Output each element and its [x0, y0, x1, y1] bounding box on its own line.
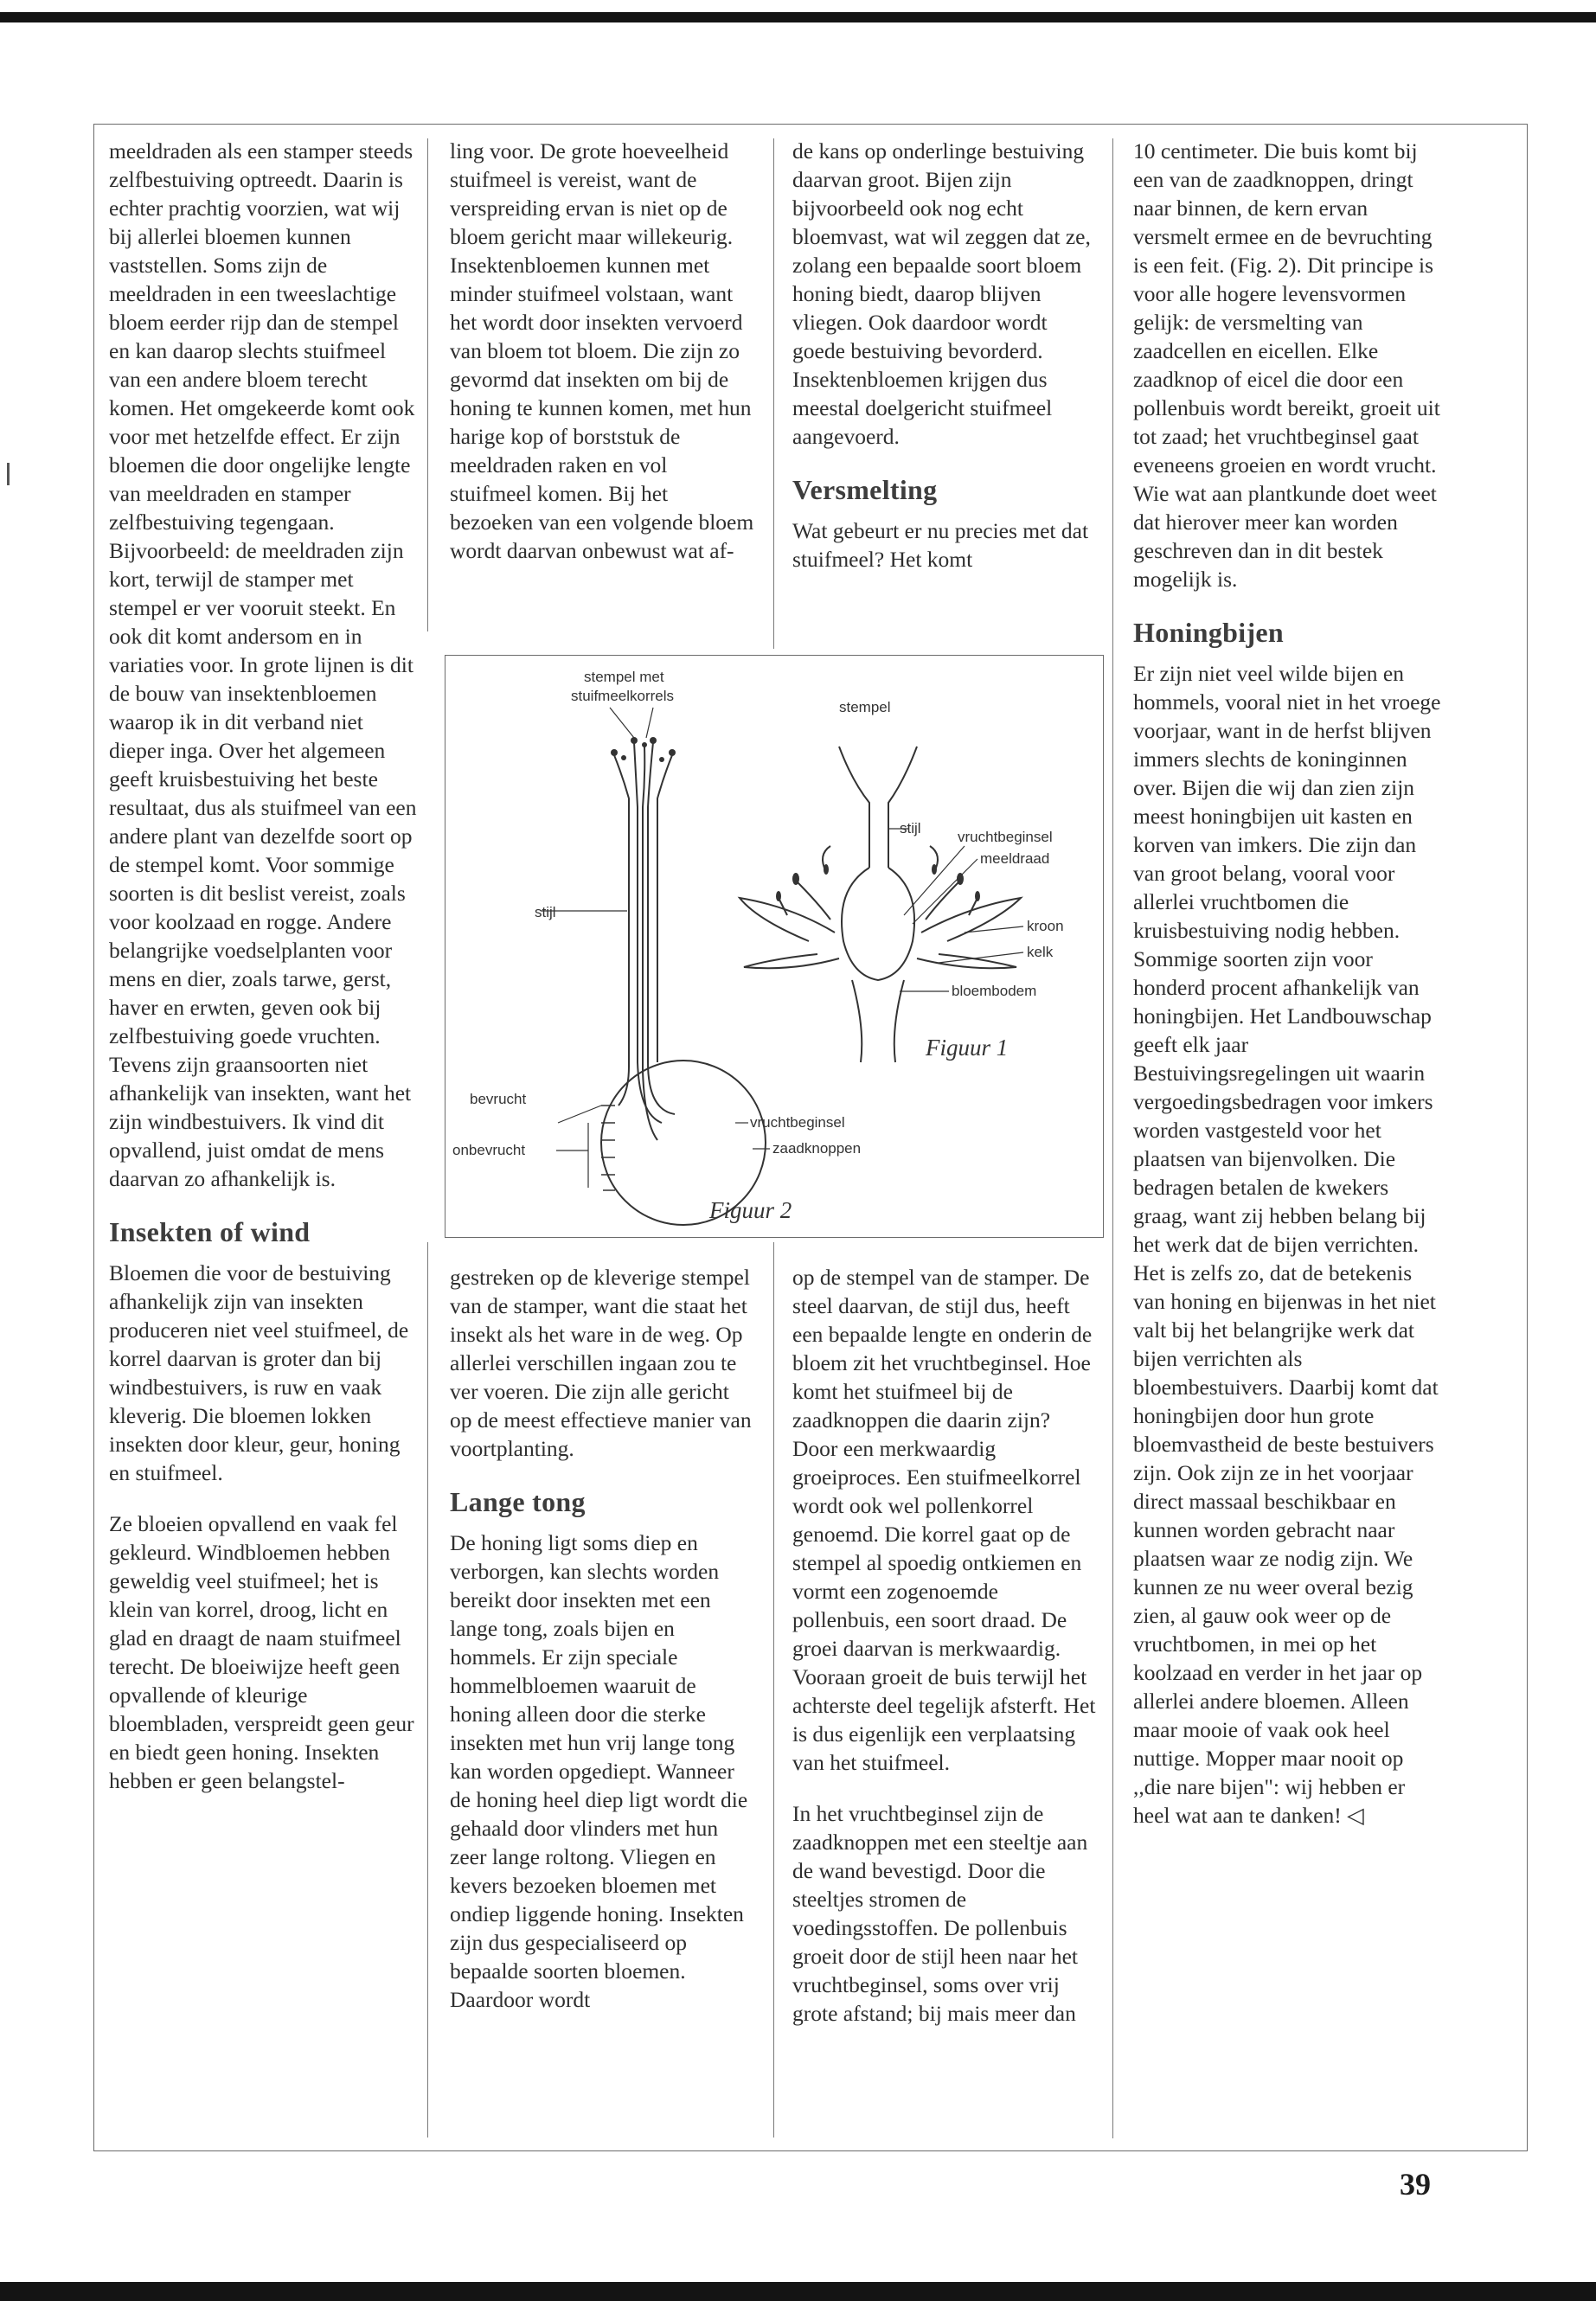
- column-2-top: [450, 137, 754, 565]
- caption-figuur-1: Figuur 1: [926, 1035, 1009, 1061]
- col2-paragraph-3: De honing ligt soms diep en verborgen, kan slechts worden bereikt door insekten met een lange tong, zoals bijen en hommels. Er zijn speciale hommelbloemen waaruit de honing alleen door die sterke insekten met hun vrij lange tong kan worden opgediept. Wanneer de honing heel diep ligt wordt die gehaald door vlinders met hun zeer lange roltong. Vliegen en kevers bezoeken bloemen met ondiep liggende honing. Insekten zijn dus gespecialiseerd op bepaalde soorten bloemen. Daardoor wordt: [450, 1530, 748, 2012]
- column-divider-2b: [773, 1242, 774, 2138]
- col2-paragraph-2: gestreken op de kleverige stempel van de stamper, want die staat het insekt als het ware in de weg. Op allerlei verschillen ingaan zou te ver voeren. Die zijn alle gericht op de meest effectieve manier van voortplanting.: [450, 1265, 752, 1461]
- heading-versmelting: Versmelting: [792, 474, 938, 505]
- label-stempel-met: stempel met: [584, 669, 664, 685]
- column-divider-2: [773, 138, 774, 649]
- col4-paragraph-1: 10 centimeter. Die buis komt bij een van de zaadknoppen, dringt naar binnen, de kern ervan versmelt ermee en de bevruchting is een feit. (Fig. 2). Dit principe is voor alle hogere levensvormen gelijk: de versmelting van zaadcellen en eicellen. Elke zaadknop of eicel die door een pollenbuis wordt bereikt, groeit uit tot zaad; het vruchtbeginsel gaat eveneens groeien en wordt vrucht. Wie wat aan plantkunde doet weet dat hierover meer kan worden geschreven dan in dit bestek mogelijk is.: [1133, 138, 1440, 592]
- label-onbevrucht: onbevrucht: [452, 1142, 526, 1158]
- label-kelk: kelk: [1027, 944, 1054, 960]
- col4-paragraph-2: Er zijn niet veel wilde bijen en hommels, vooral niet in het vroege voorjaar, want in de herfst blijven immers slechts de koninginnen over. Bijen die wij dan zien zijn meest honingbijen uit kasten en korven van imkers. Die zijn dan van groot belang, vooral voor allerlei vruchtbomen die kruisbestuiving nodig hebben. Sommige soorten zijn voor honderd procent afhankelijk van honingbijen. Het Landbouwschap geeft elk jaar Bestuivingsregelingen uit waarin vergoedingsbedragen voor imkers worden vastgesteld voor het plaatsen van bijenvolken. Die bedragen betalen de kwekers graag, want zij hebben belang bij het werk dat de bijen verrichten. Het is zelfs zo, dat de betekenis van honing en bijenwas in het niet valt bij het belangrijke werk dat bijen verrichten als bloembestuivers. Daarbij komt dat honingbijen door hun grote bloemvastheid de beste bestuivers zijn. Ook zijn ze in het voorjaar direct massaal beschikbaar en kunnen worden gebracht naar plaatsen waar ze nodig zijn. We kunnen ze nu weer overal bezig zien, al gauw ook weer op de vruchtbomen, in mei op het koolzaad en verder in het jaar op allerlei andere bloemen. Alleen maar mooie of vaak ook heel nuttige. Mopper maar nooit op ,,die nare bijen": wij hebben er heel wat aan te danken! ◁: [1133, 661, 1441, 1828]
- label-stuifmeelkorrels: stuifmeelkorrels: [571, 688, 675, 704]
- label-zaadknoppen: zaadknoppen: [772, 1140, 862, 1157]
- heading-insekten-of-wind: Insekten of wind: [109, 1216, 311, 1247]
- figure-2-leaders: [541, 708, 770, 1188]
- label-bevrucht: bevrucht: [470, 1091, 527, 1107]
- caption-figuur-2: Figuur 2: [709, 1197, 792, 1223]
- column-divider-1b: [427, 1242, 428, 2138]
- label-stijl-left: stijl: [535, 904, 556, 920]
- margin-mark: [7, 463, 10, 485]
- bottom-rule: [0, 2282, 1596, 2301]
- column-1: [109, 137, 417, 1795]
- label-stijl-right: stijl: [900, 820, 921, 836]
- column-3-bottom: [792, 1263, 1099, 2028]
- heading-lange-tong: Lange tong: [450, 1486, 586, 1517]
- col3-paragraph-4: In het vruchtbeginsel zijn de zaadknoppen met een steeltje aan de wand bevestigd. Door die steeltjes stromen de voedingsstoffen. De pollenbuis groeit door de stijl heen naar het vruchtbeginsel, soms over vrij grote afstand; bij mais meer dan: [792, 1801, 1088, 2026]
- label-kroon: kroon: [1027, 918, 1064, 934]
- col1-paragraph-2: Bloemen die voor de bestuiving afhankelijk zijn van insekten produceren niet veel stuifmeel, de korrel daarvan is groter dan bij windbestuivers, is ruw en vaak kleverig. Die bloemen lokken insekten door kleur, geur, honing en stuifmeel.: [109, 1260, 409, 1485]
- column-3-top: [792, 137, 1099, 574]
- label-bloembodem: bloembodem: [952, 983, 1037, 999]
- col3-paragraph-2: Wat gebeurt er nu precies met dat stuifmeel? Het komt: [792, 518, 1089, 572]
- stigma-pollen-grains: [611, 737, 676, 762]
- column-4: [1133, 137, 1445, 1830]
- label-stempel: stempel: [839, 699, 891, 715]
- pistil-figure-2: [601, 742, 766, 1225]
- anthers: [776, 864, 980, 901]
- top-rule: [0, 12, 1596, 22]
- label-vruchtbeginsel-right: vruchtbeginsel: [958, 829, 1053, 845]
- pollination-diagram: [445, 656, 1103, 1237]
- col3-paragraph-1: de kans op onderlinge bestuiving daarvan groot. Bijen zijn bijvoorbeeld ook nog echt bloemvast, wat wil zeggen dat ze, zolang een bepaalde soort bloem honing biedt, daarop blijven vliegen. Ook daardoor wordt goede bestuiving bevorderd. Insektenbloemen krijgen dus meestal doelgericht stuifmeel aangevoerd.: [792, 138, 1091, 449]
- label-meeldraad: meeldraad: [980, 850, 1050, 867]
- label-vruchtbeginsel-bottom: vruchtbeginsel: [750, 1114, 845, 1131]
- col3-paragraph-3: op de stempel van de stamper. De steel daarvan, de stijl dus, heeft een bepaalde lengte en onderin de bloem zit het vruchtbeginsel. Hoe komt het stuifmeel bij de zaadknoppen die daarin zijn? Door een merkwaardig groeiproces. Een stuifmeelkorrel wordt ook wel pollenkorrel genoemd. Die korrel gaat op de stempel al spoedig ontkiemen en vormt een zogenoemde pollenbuis, een soort draad. De groei daarvan is merkwaardig. Vooraan groeit de buis terwijl het achterste deel tegelijk afsterft. Het is dus eigenlijk een verplaatsing van het stuifmeel.: [792, 1265, 1096, 1775]
- col2-paragraph-1: ling voor. De grote hoeveelheid stuifmeel is vereist, want de verspreiding ervan is niet op de bloem gericht maar willekeurig. Insektenbloemen kunnen met minder stuifmeel volstaan, want het wordt door insekten vervoerd van bloem tot bloem. Die zijn zo gevormd dat insekten om bij de honing te kunnen komen, met hun harige kop of borststuk de meeldraden raken en vol stuifmeel komen. Bij het bezoeken van een volgende bloem wordt daarvan onbewust wat af-: [450, 138, 754, 563]
- col1-paragraph-3: Ze bloeien opvallend en vaak fel gekleurd. Windbloemen hebben geweldig veel stuifmeel; het is klein van korrel, droog, licht en glad en draagt de naam stuifmeel terecht. De bloeiwijze heeft geen opvallende of kleurige bloembladen, verspreidt geen geur en biedt geen honing. Insekten hebben er geen belangstel-: [109, 1511, 414, 1793]
- page-number: 39: [1400, 2167, 1431, 2202]
- flower-figure-1: [740, 747, 1021, 1062]
- column-divider-1: [427, 138, 428, 631]
- column-divider-3: [1112, 138, 1113, 2138]
- column-2-bottom: [450, 1263, 754, 2014]
- heading-honingbijen: Honingbijen: [1133, 617, 1285, 648]
- col1-paragraph-1: meeldraden als een stamper steeds zelfbestuiving optreedt. Daarin is echter prachtig voorzien, wat wij bij allerlei bloemen kunnen vaststellen. Soms zijn de meeldraden in een tweeslachtige bloem eerder rijp dan de stempel en kan daarop slechts stuifmeel van een andere bloem terecht komen. Het omgekeerde komt ook voor met hetzelfde effect. Er zijn bloemen die door ongelijke lengte van meeldraden en stamper zelfbestuiving tegengaan. Bijvoorbeeld: de meeldraden zijn kort, terwijl de stamper met stempel er ver vooruit steekt. En ook dit komt andersom en in variaties voor. In grote lijnen is dit de bouw van insektenbloemen waarop ik in dit verband niet dieper inga. Over het algemeen geeft kruisbestuiving het beste resultaat, dus als stuifmeel van een andere plant van dezelfde soort op de stempel komt. Voor sommige soorten is dit beslist vereist, zoals voor koolzaad en rogge. Andere belangrijke voedselplanten voor mens en dier, zoals tarwe, gerst, haver en erwten, geven ook bij zelfbestuiving goede vruchten. Tevens zijn graansoorten niet afhankelijk van insekten, want het zijn windbestuivers. Ik vind dit opvallend, juist omdat de mens daarvan zo afhankelijk is.: [109, 138, 417, 1191]
- figure-box: [445, 655, 1104, 1238]
